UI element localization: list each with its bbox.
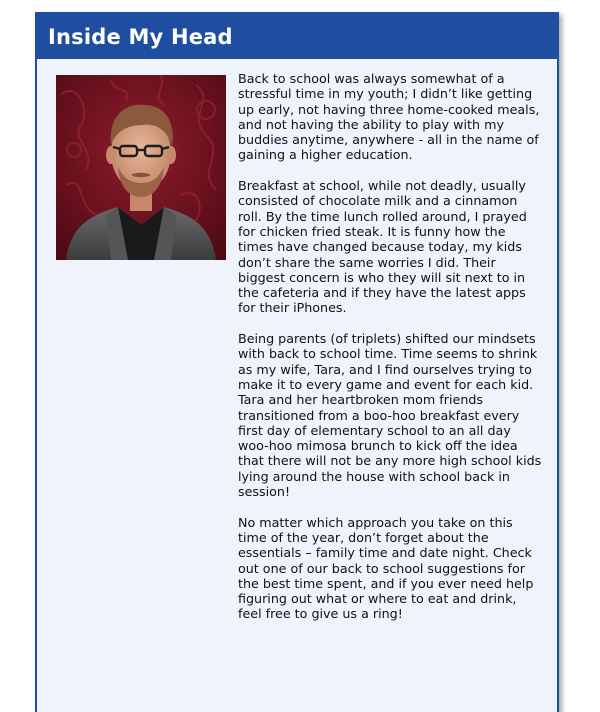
article-paragraph: Being parents (of triplets) shifted our mindsets with back to school time. Time seems to shrink as my wife, Tara, and I find ourselves trying to make it to every game and event for each kid. Tara and her heartbroken mom friends transitioned from a boo-hoo breakfast every first day of elementary school to an all day woo-hoo mimosa brunch to kick off the idea that there will not be any more high school kids lying around the house with school back in session!	[238, 331, 542, 500]
article-paragraph: No matter which approach you take on this time of the year, don’t forget about the essentials – family time and date night. Check out one of our back to school suggestions for the best time spent, and if you ever need help figuring out what or where to eat and drink, feel free to give us a ring!	[238, 514, 534, 622]
article-body	[238, 71, 543, 637]
portrait-illustration	[56, 75, 226, 260]
panel-header	[37, 14, 557, 59]
panel-title: Inside My Head	[48, 24, 233, 49]
article-paragraph: Breakfast at school, while not deadly, usually consisted of chocolate milk and a cinnamon roll. By the time lunch rolled around, I prayed for chicken fried steak. It is funny how the times have changed because today, my kids don’t share the same worries I did. Their biggest concern is who they will sit next to in the cafeteria and if they have the latest apps for their iPhones.	[238, 178, 527, 316]
inside-my-head-panel	[35, 12, 559, 712]
author-photo	[56, 75, 226, 260]
article-paragraph: Back to school was always somewhat of a stressful time in my youth; I didn’t like getting up early, not having three home-cooked meals, and not having the ability to play with my buddies anytime, anywhere - all in the name of gaining a higher education.	[238, 71, 540, 163]
